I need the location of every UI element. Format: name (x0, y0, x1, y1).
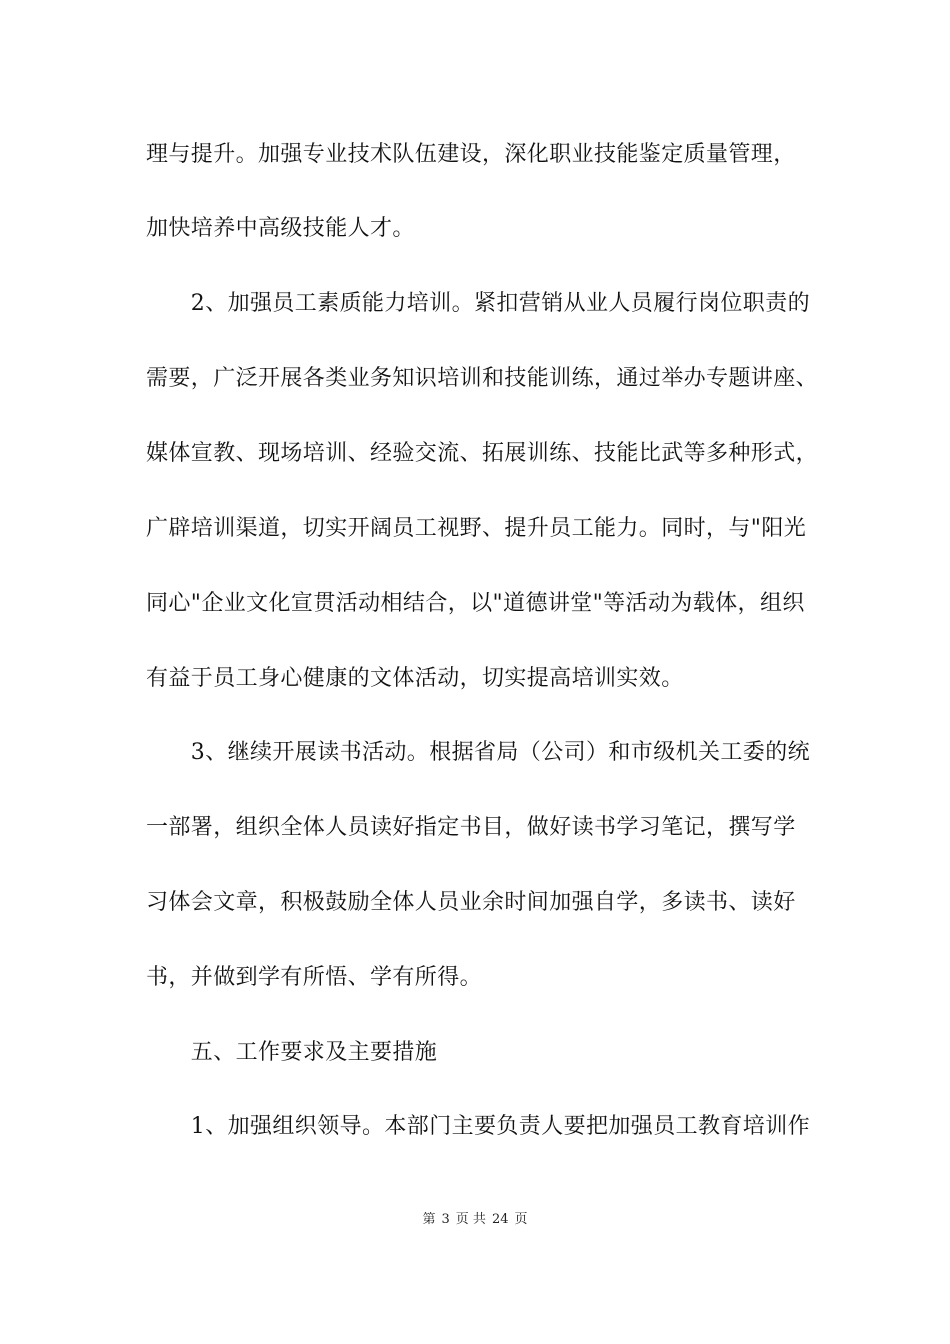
body-line-12: 书，并做到学有所悟、学有所得。 (146, 965, 483, 990)
current-page-number: 3 (441, 1212, 450, 1227)
total-pages-number: 24 (491, 1212, 509, 1227)
body-line-1: 理与提升。加强专业技术队伍建设，深化职业技能鉴定质量管理， (146, 142, 796, 167)
body-line-3: 2、加强员工素质能力培训。紧扣营销从业人员履行岗位职责的 (146, 291, 810, 316)
page-footer (0, 1208, 950, 1227)
body-line-2: 加快培养中高级技能人才。 (146, 216, 415, 241)
body-line-10: 一部署，组织全体人员读好指定书目，做好读书学习笔记，撰写学 (146, 815, 796, 840)
body-line-5: 媒体宣教、现场培训、经验交流、拓展训练、技能比武等多种形式， (146, 441, 819, 466)
section-heading: 五、工作要求及主要措施 (146, 1040, 438, 1065)
body-line-11: 习体会文章，积极鼓励全体人员业余时间加强自学，多读书、读好 (146, 890, 796, 915)
body-line-9: 3、继续开展读书活动。根据省局（公司）和市级机关工委的统 (146, 740, 810, 765)
body-line-4: 需要，广泛开展各类业务知识培训和技能训练，通过举办专题讲座、 (146, 366, 819, 391)
body-line-7: 同心"企业文化宣贯活动相结合，以"道德讲堂"等活动为载体，组织 (146, 591, 805, 616)
body-line-8: 有益于员工身心健康的文体活动，切实提高培训实效。 (146, 666, 684, 691)
body-line-14: 1、加强组织领导。本部门主要负责人要把加强员工教育培训作 (146, 1114, 810, 1139)
footer-middle: 页 共 (455, 1212, 486, 1227)
body-line-6: 广辟培训渠道，切实开阔员工视野、提升员工能力。同时，与"阳光 (146, 516, 807, 541)
footer-suffix: 页 (514, 1212, 528, 1227)
footer-prefix: 第 (422, 1212, 436, 1227)
